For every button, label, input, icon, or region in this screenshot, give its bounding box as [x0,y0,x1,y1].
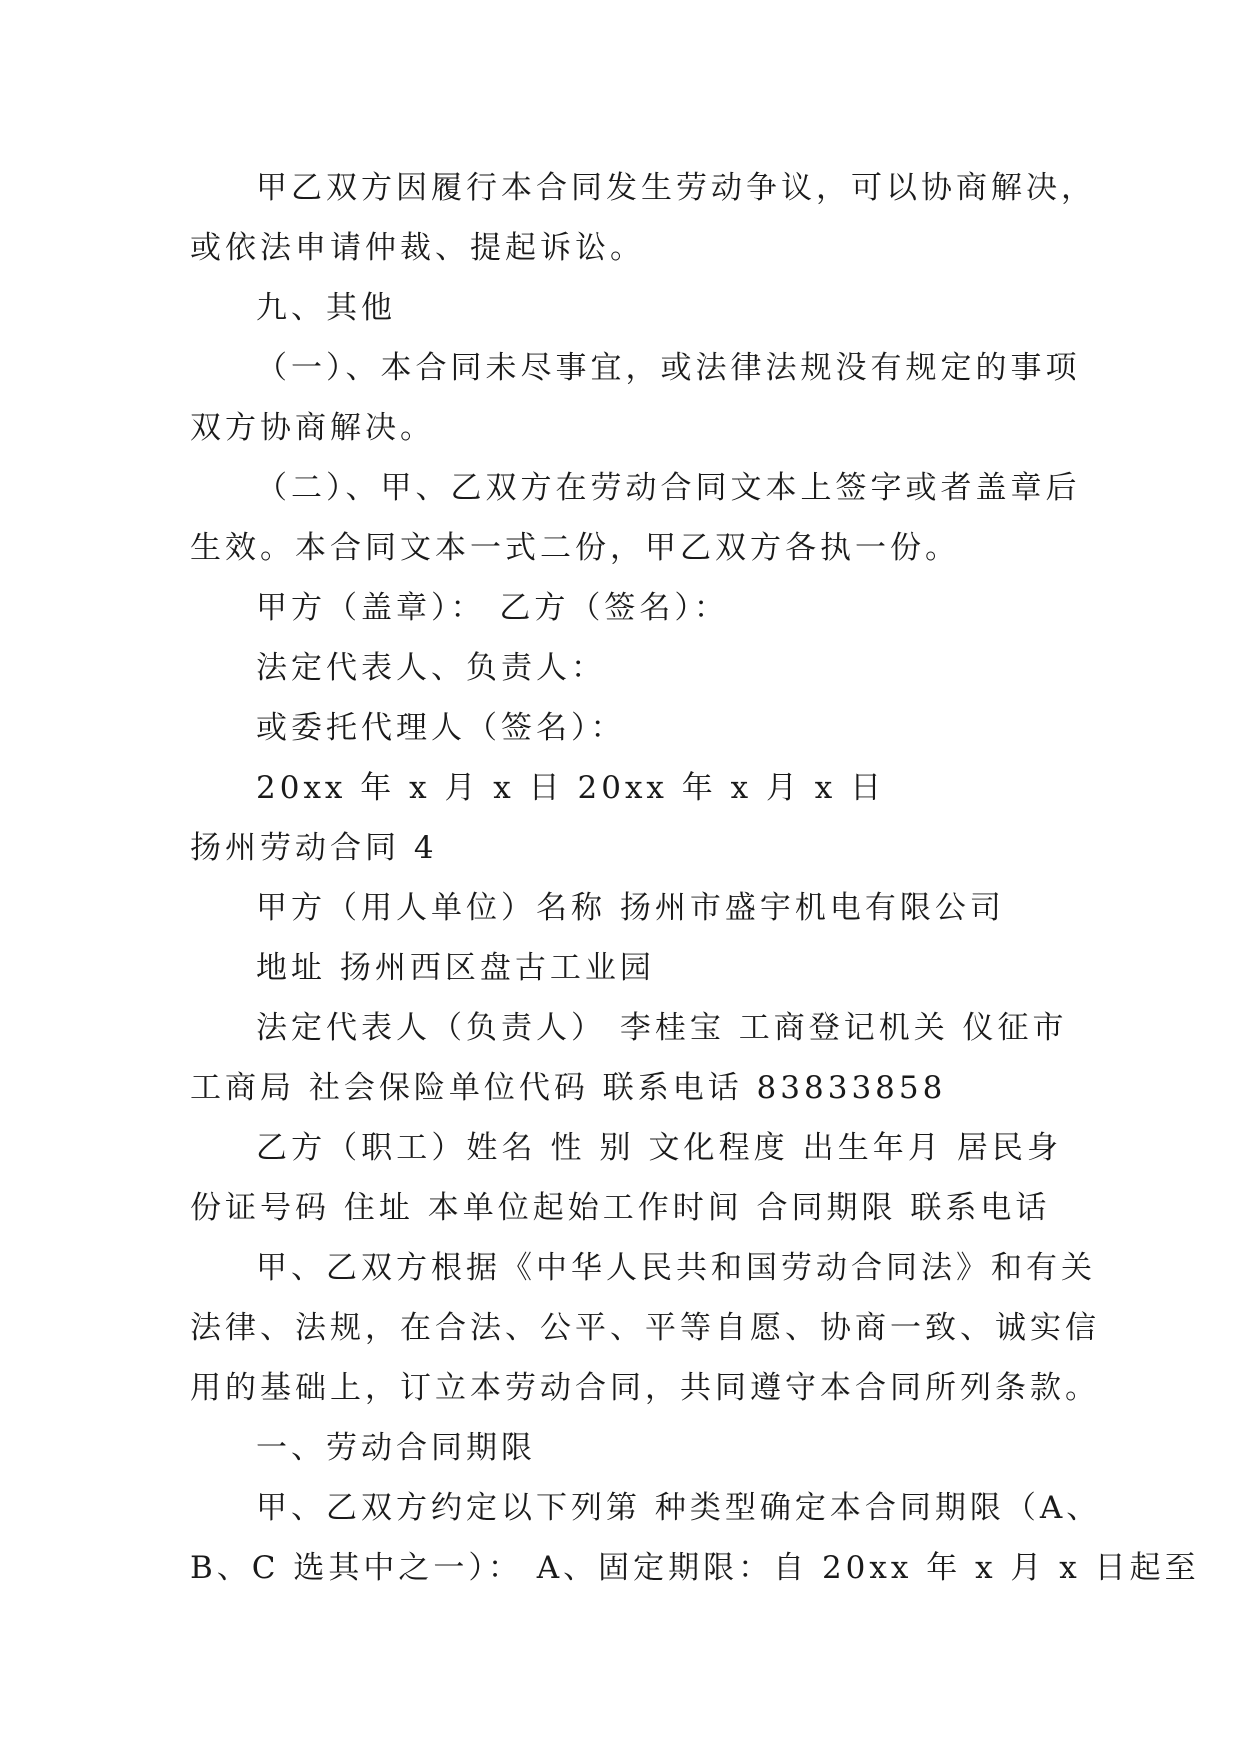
text-line: 乙方（职工）姓名 性 别 文化程度 出生年月 居民身 [256,1130,1062,1166]
text-line: 九、其他 [256,290,396,326]
text-line: 法定代表人（负责人） 李桂宝 工商登记机关 仪征市 [256,1010,1068,1046]
text-line: 甲乙双方因履行本合同发生劳动争议，可以协商解决， [256,170,1096,206]
text-line: B、C 选其中之一）： A、固定期限：自 20xx 年 x 月 x 日起至 [190,1550,1200,1586]
text-line: （二）、甲、乙双方在劳动合同文本上签字或者盖章后 [256,470,1081,506]
text-line: 甲方（盖章）： 乙方（签名）： [256,590,729,626]
text-line: 地址 扬州西区盘古工业园 [256,950,655,986]
text-line: 生效。本合同文本一式二份，甲乙双方各执一份。 [190,530,960,566]
text-line: 工商局 社会保险单位代码 联系电话 83833858 [190,1070,947,1106]
text-line: 20xx 年 x 月 x 日 20xx 年 x 月 x 日 [256,770,886,806]
text-line: 法律、法规，在合法、公平、平等自愿、协商一致、诚实信 [190,1310,1100,1346]
text-line: 一、劳动合同期限 [256,1430,536,1466]
text-line: 份证号码 住址 本单位起始工作时间 合同期限 联系电话 [190,1190,1051,1226]
text-line: 或依法申请仲裁、提起诉讼。 [190,230,645,266]
text-line: 法定代表人、负责人： [256,650,606,686]
text-line: 甲方（用人单位）名称 扬州市盛宇机电有限公司 [256,890,1005,926]
text-line: 扬州劳动合同 4 [190,830,438,866]
text-line: 或委托代理人（签名）： [256,710,626,746]
text-line: 用的基础上，订立本劳动合同，共同遵守本合同所列条款。 [190,1370,1100,1406]
text-line: 甲、乙双方约定以下列第 种类型确定本合同期限（A、 [256,1490,1102,1526]
text-line: 双方协商解决。 [190,410,435,446]
contract-text-body [190,158,1200,1598]
text-line: （一）、本合同未尽事宜，或法律法规没有规定的事项 [256,350,1081,386]
text-line: 甲、乙双方根据《中华人民共和国劳动合同法》和有关 [256,1250,1096,1286]
